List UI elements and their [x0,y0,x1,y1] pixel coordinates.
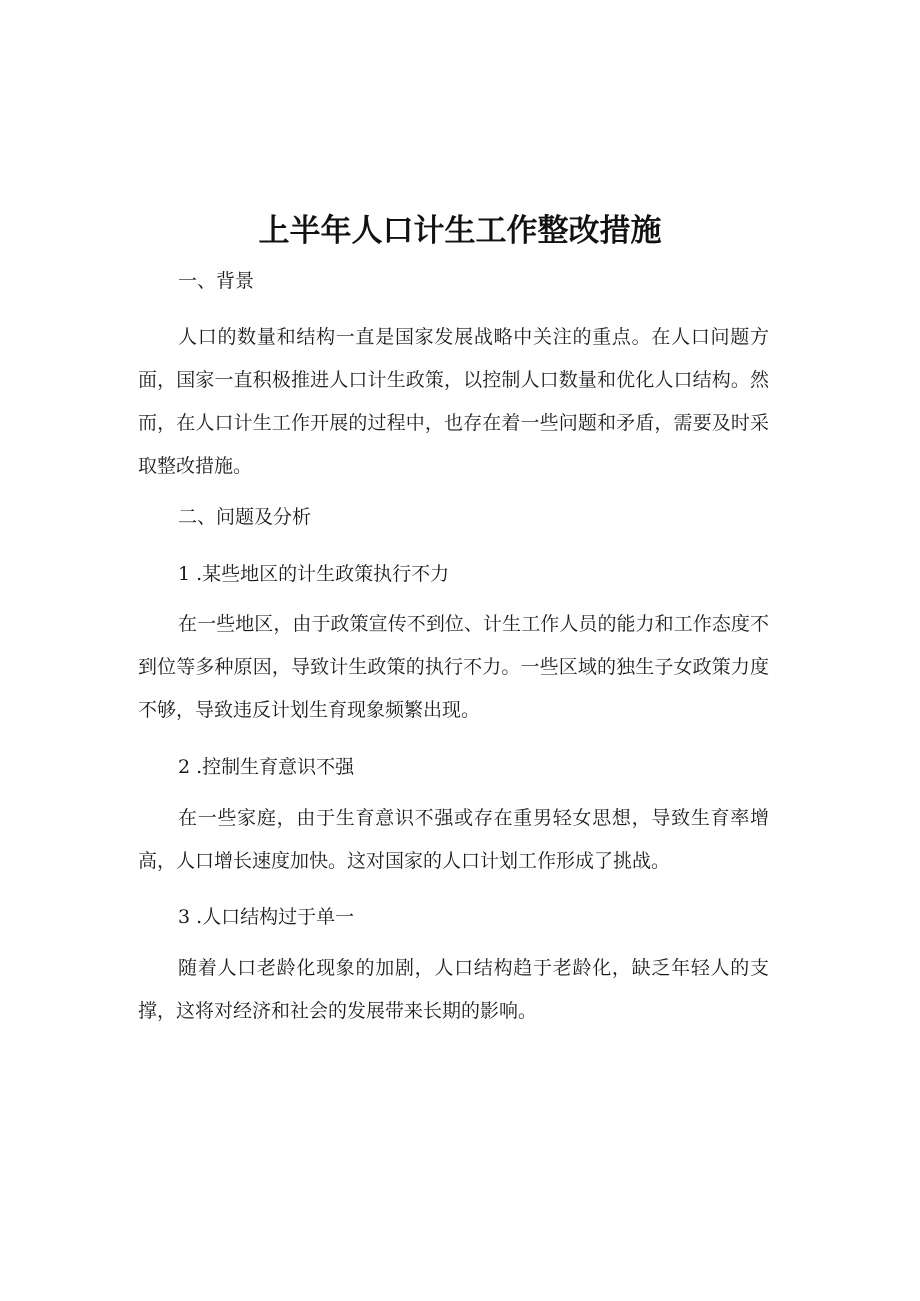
item-heading-2: 2 .控制生育意识不强 [178,756,355,778]
section-heading-problems: 二、问题及分析 [178,506,312,528]
paragraph-item-2: 在一些家庭，由于生育意识不强或存在重男轻女思想，导致生育率增高，人口增长速度加快。这对国家的人口计划工作形成了挑战。 [138,807,769,872]
section-heading-background: 一、背景 [178,270,255,292]
paragraph-item-1: 在一些地区，由于政策宣传不到位、计生工作人员的能力和工作态度不到位等多种原因，导致计生政策的执行不力。一些区域的独生子女政策力度不够，导致违反计划生育现象频繁出现。 [138,613,769,721]
paragraph-background: 人口的数量和结构一直是国家发展战略中关注的重点。在人口问题方面，国家一直积极推进人口计生政策，以控制人口数量和优化人口结构。然而，在人口计生工作开展的过程中，也存在着一些问题和矛盾，需要及时采取整改措施。 [138,326,769,477]
item-heading-1: 1 .某些地区的计生政策执行不力 [178,563,450,585]
item-heading-3: 3 .人口结构过于单一 [178,906,355,928]
paragraph-item-3: 随着人口老龄化现象的加剧，人口结构趋于老龄化，缺乏年轻人的支撑，这将对经济和社会的发展带来长期的影响。 [138,957,769,1022]
document-title: 上半年人口计生工作整改措施 [258,213,662,249]
